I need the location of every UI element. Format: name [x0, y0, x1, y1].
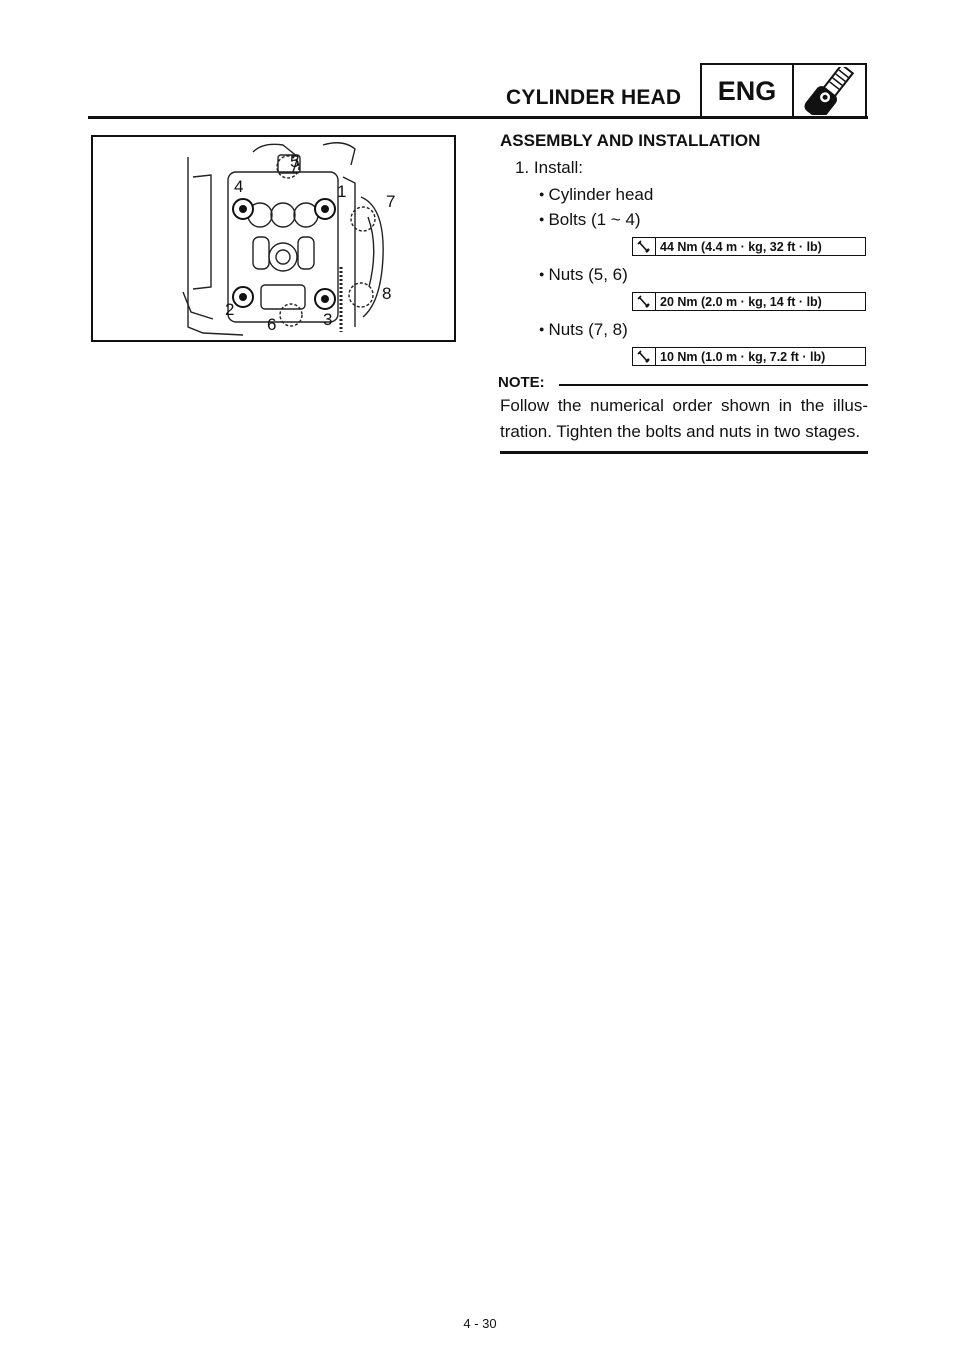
torque-wrench-icon	[633, 238, 656, 255]
figure-label-5: 5	[290, 152, 300, 171]
torque-wrench-icon	[633, 348, 656, 365]
figure-label-6: 6	[267, 315, 277, 334]
torque-spec-nuts-7-8	[632, 347, 866, 366]
install-item-nuts-7-8: ● Nuts (7, 8)	[539, 317, 868, 342]
note-rule	[559, 384, 868, 386]
figure-label-3: 3	[323, 310, 333, 329]
figure-label-8: 8	[382, 284, 392, 303]
install-item-nuts-5-6: ● Nuts (5, 6)	[539, 262, 868, 287]
badge-label: ENG	[702, 65, 794, 117]
note-label: NOTE:	[498, 374, 545, 391]
torque-value: 44 Nm (4.4 m · kg, 32 ft · lb)	[660, 239, 822, 254]
step-install: 1. Install:	[515, 158, 584, 177]
torque-value: 10 Nm (1.0 m · kg, 7.2 ft · lb)	[660, 349, 826, 364]
section-header-title: CYLINDER HEAD	[506, 86, 682, 109]
note-header	[500, 374, 868, 391]
note-text: Follow the numerical order shown in the illus- tration. Tighten the bolts and nuts in two stages.	[500, 396, 868, 441]
install-item-bolts: ● Bolts (1 ~ 4)	[539, 207, 868, 232]
note-end-rule	[500, 451, 868, 454]
figure-label-2: 2	[225, 300, 235, 319]
figure-label-7: 7	[386, 192, 396, 211]
figure-label-1: 1	[337, 182, 347, 201]
section-title: ASSEMBLY AND INSTALLATION	[500, 131, 761, 150]
instructions-column	[500, 128, 868, 454]
section-badge	[700, 63, 867, 119]
torque-value: 20 Nm (2.0 m · kg, 14 ft · lb)	[660, 294, 822, 309]
torque-spec-bolts	[632, 237, 866, 256]
page-number: 4 - 30	[463, 1316, 497, 1331]
wrench-icon	[794, 65, 865, 117]
torque-spec-nuts-5-6	[632, 292, 866, 311]
figure-label-4: 4	[234, 177, 244, 196]
cylinder-head-illustration	[91, 135, 456, 342]
header-rule	[88, 116, 868, 119]
torque-wrench-icon	[633, 293, 656, 310]
install-item-cylinder-head: ● Cylinder head	[539, 182, 868, 207]
